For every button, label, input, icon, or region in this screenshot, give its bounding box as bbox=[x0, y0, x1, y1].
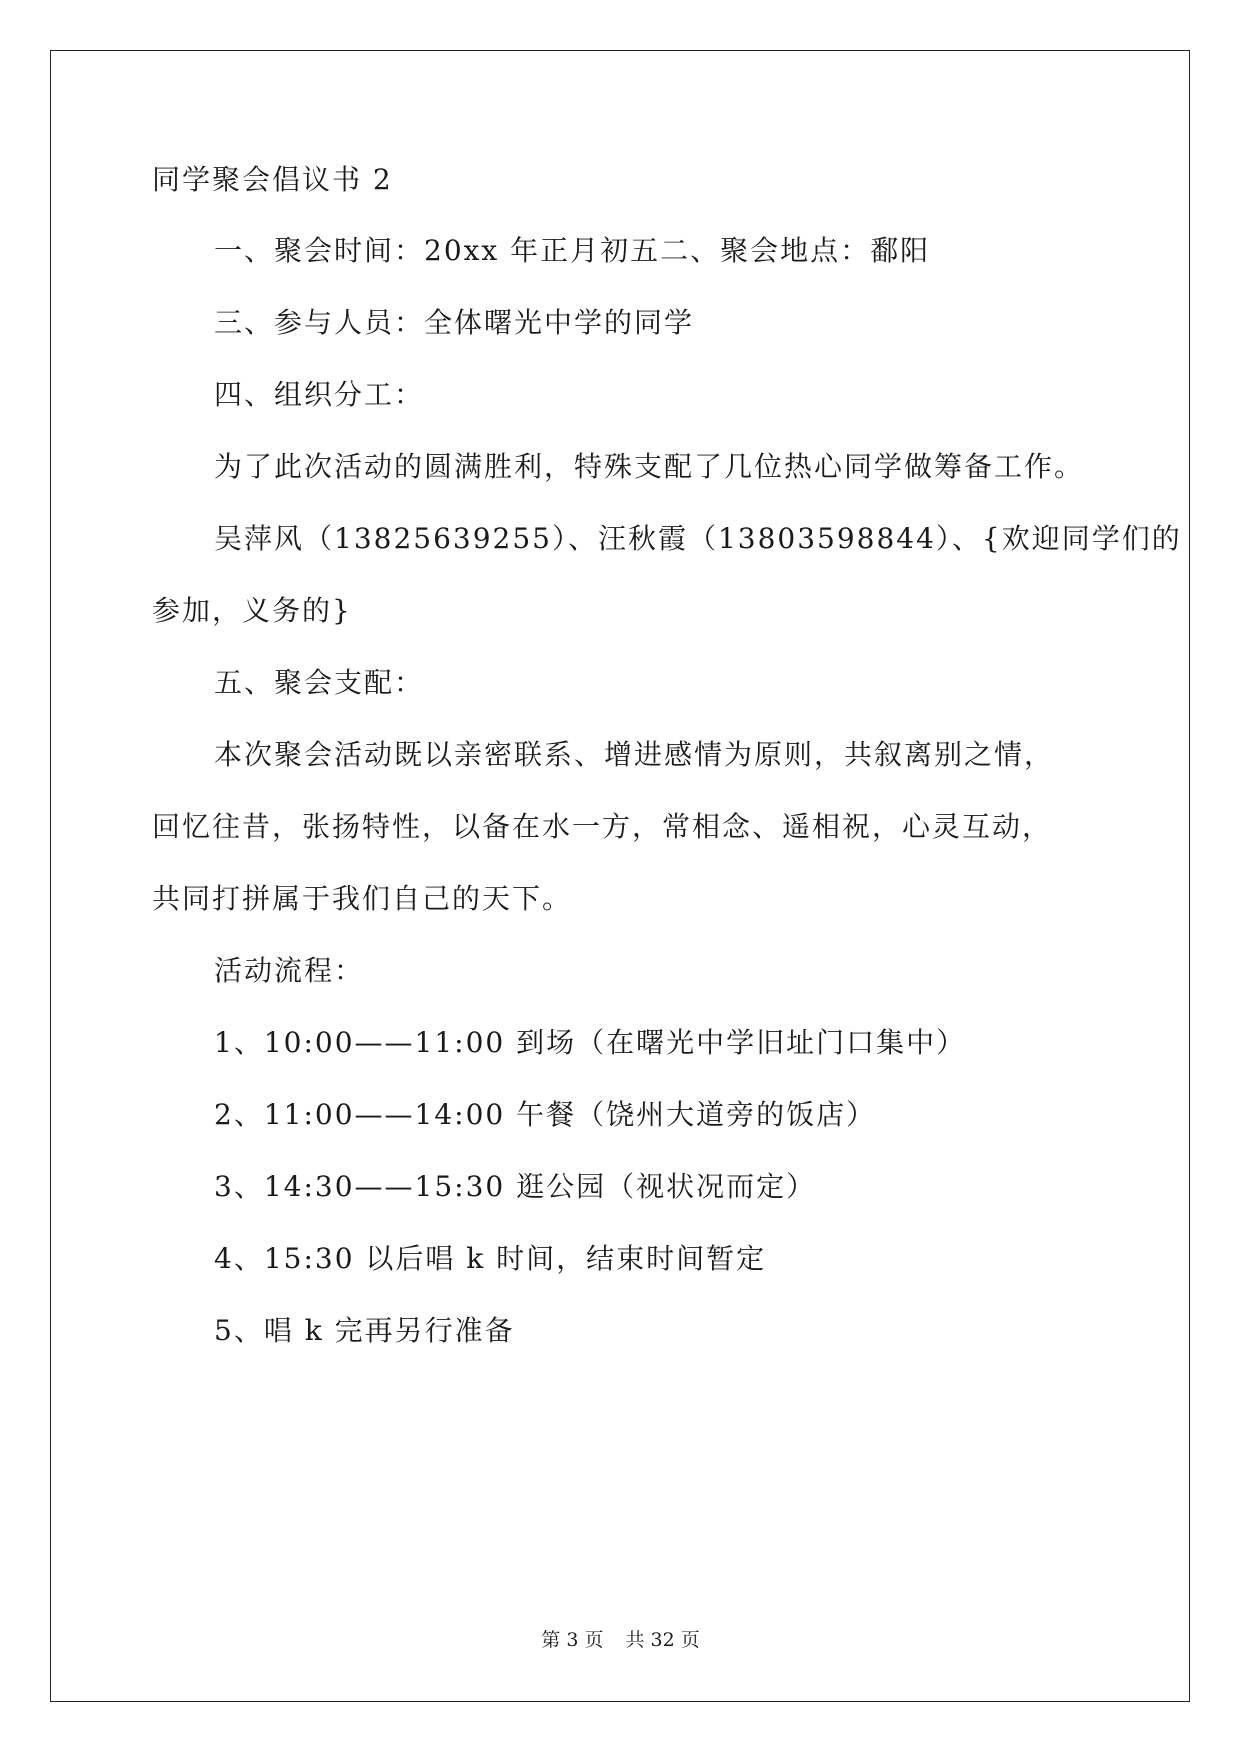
paragraph-line: 活动流程： bbox=[214, 954, 365, 987]
paragraph-line: 吴萍风（13825639255）、汪秋霞（13803598844）、{欢迎同学们的 bbox=[214, 522, 1182, 555]
paragraph-line: 四、组织分工： bbox=[214, 378, 425, 411]
paragraph-line: 本次聚会活动既以亲密联系、增进感情为原则，共叙离别之情， bbox=[214, 738, 1055, 771]
document-title: 同学聚会倡议书 2 bbox=[152, 163, 393, 196]
page-number: 第 3 页 bbox=[541, 1629, 604, 1651]
paragraph-line: 2、11:00——14:00 午餐（饶州大道旁的饭店） bbox=[214, 1098, 877, 1131]
page-total: 共 32 页 bbox=[625, 1629, 700, 1651]
paragraph-line: 为了此次活动的圆满胜利，特殊支配了几位热心同学做筹备工作。 bbox=[214, 450, 1085, 483]
paragraph-line: 参加，义务的} bbox=[152, 594, 352, 627]
paragraph-line: 一、聚会时间：20xx 年正月初五二、聚会地点：鄱阳 bbox=[214, 234, 931, 267]
paragraph-line: 3、14:30——15:30 逛公园（视状况而定） bbox=[214, 1170, 817, 1203]
paragraph-line: 三、参与人员：全体曙光中学的同学 bbox=[214, 306, 695, 339]
paragraph-line: 回忆往昔，张扬特性，以备在水一方，常相念、遥相祝，心灵互动， bbox=[152, 810, 1053, 843]
paragraph-line: 1、10:00——11:00 到场（在曙光中学旧址门口集中） bbox=[214, 1026, 967, 1059]
page-footer bbox=[0, 1628, 1241, 1652]
page-border bbox=[50, 50, 1190, 1702]
paragraph-line: 共同打拼属于我们自己的天下。 bbox=[152, 882, 573, 915]
paragraph-line: 4、15:30 以后唱 k 时间，结束时间暂定 bbox=[214, 1242, 767, 1275]
paragraph-line: 五、聚会支配： bbox=[214, 666, 425, 699]
paragraph-line: 5、唱 k 完再另行准备 bbox=[214, 1314, 515, 1347]
